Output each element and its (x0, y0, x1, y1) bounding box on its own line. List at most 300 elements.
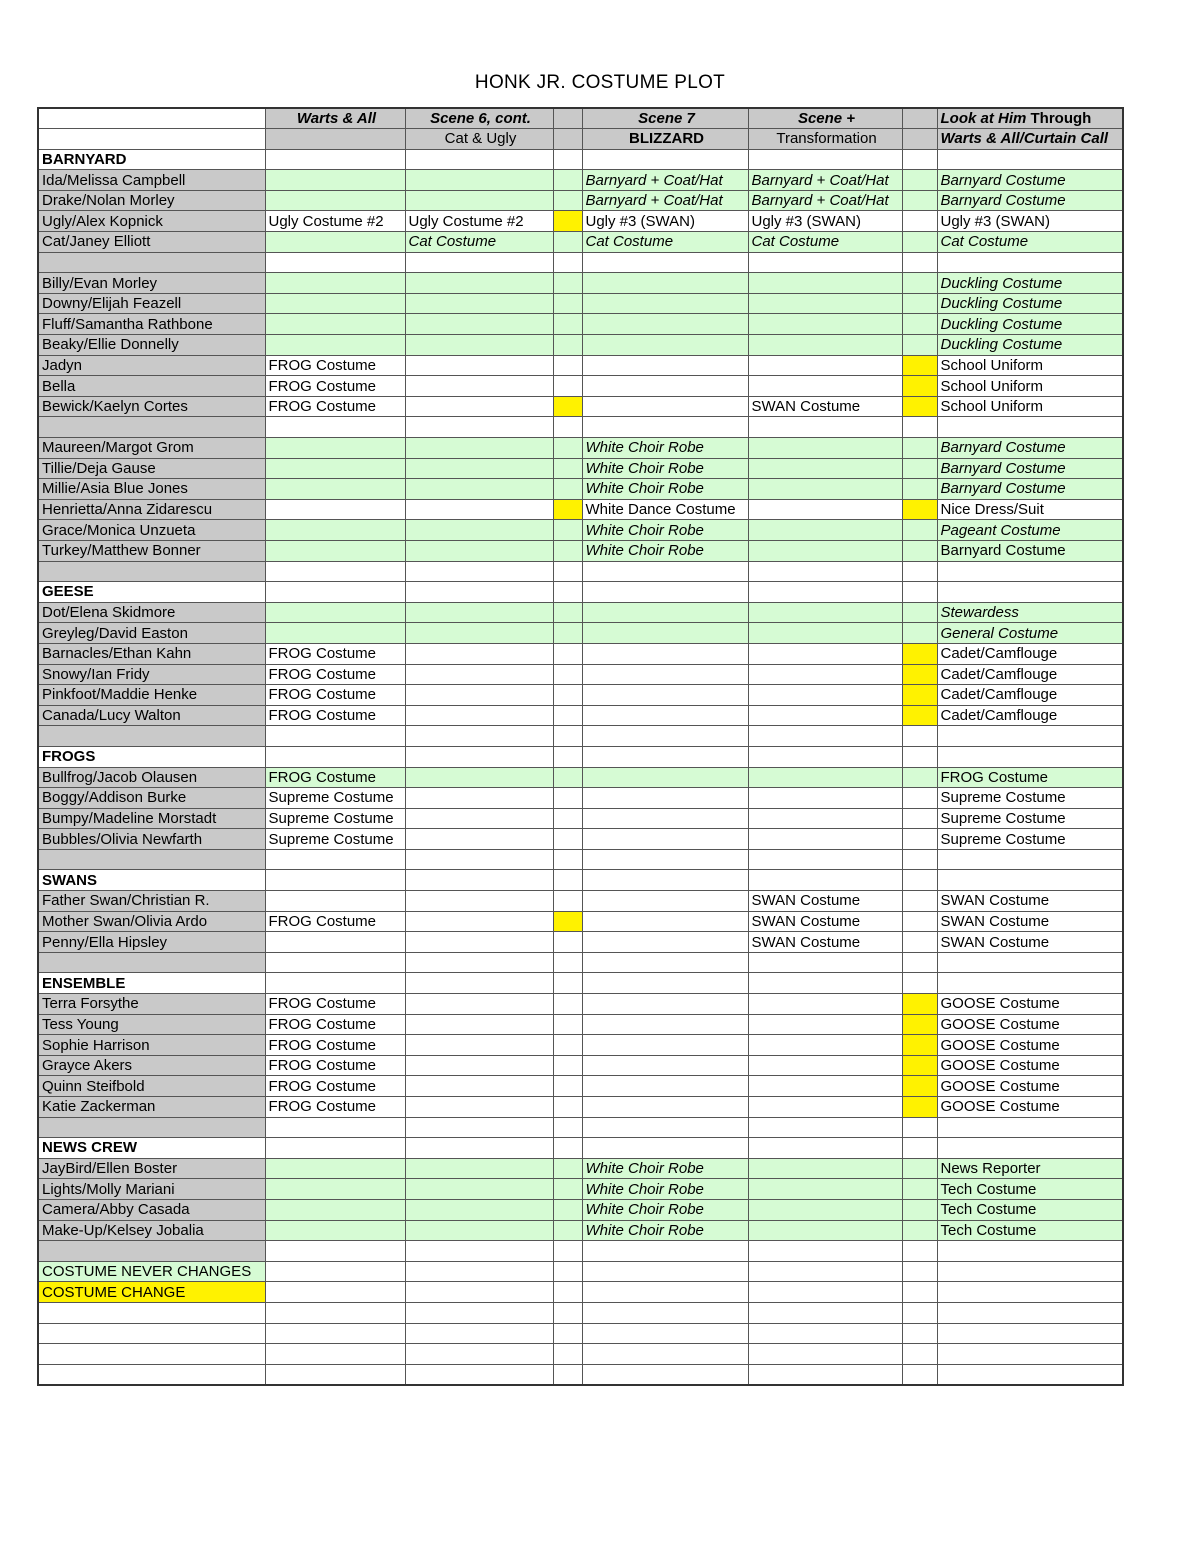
costume-cell (405, 190, 553, 211)
costume-cell (902, 1302, 937, 1323)
costume-cell (405, 767, 553, 788)
costume-cell (937, 1117, 1123, 1138)
costume-cell: Barnyard + Coat/Hat (582, 190, 748, 211)
costume-cell (265, 1323, 405, 1344)
costume-cell (902, 273, 937, 294)
costume-cell (748, 1282, 902, 1303)
costume-cell (748, 1076, 902, 1097)
cast-row (38, 1076, 1123, 1097)
costume-cell (405, 705, 553, 726)
costume-cell (582, 891, 748, 912)
costume-cell: Tech Costume (937, 1199, 1123, 1220)
costume-cell (902, 767, 937, 788)
costume-cell (265, 314, 405, 335)
costume-cell (902, 643, 937, 664)
row-label: Bubbles/Olivia Newfarth (38, 829, 265, 850)
costume-cell: White Choir Robe (582, 1158, 748, 1179)
costume-cell: Ugly Costume #2 (265, 211, 405, 232)
costume-cell (553, 1158, 582, 1179)
costume-cell (553, 396, 582, 417)
row-label: BARNYARD (38, 149, 265, 170)
costume-cell (582, 396, 748, 417)
costume-cell (553, 746, 582, 767)
costume-cell (553, 561, 582, 582)
costume-cell (902, 293, 937, 314)
costume-cell (902, 438, 937, 459)
costume-cell: Cadet/Camflouge (937, 643, 1123, 664)
costume-cell: White Choir Robe (582, 540, 748, 561)
costume-cell (553, 849, 582, 870)
costume-cell (902, 314, 937, 335)
costume-cell (748, 788, 902, 809)
costume-cell (405, 1282, 553, 1303)
costume-cell (748, 540, 902, 561)
costume-cell (553, 252, 582, 273)
costume-cell (748, 273, 902, 294)
row-label: FROGS (38, 746, 265, 767)
section-row (38, 149, 1123, 170)
costume-cell (582, 994, 748, 1015)
costume-cell (265, 1220, 405, 1241)
costume-cell: SWAN Costume (937, 891, 1123, 912)
costume-cell (265, 1302, 405, 1323)
costume-cell (553, 1117, 582, 1138)
costume-cell (405, 458, 553, 479)
costume-cell (582, 417, 748, 438)
blank-row (38, 1241, 1123, 1262)
costume-cell (902, 932, 937, 953)
costume-cell (937, 726, 1123, 747)
section-row (38, 973, 1123, 994)
cast-row (38, 376, 1123, 397)
costume-cell (265, 1138, 405, 1159)
row-label (38, 252, 265, 273)
costume-cell (265, 438, 405, 459)
costume-cell (553, 788, 582, 809)
costume-cell: GOOSE Costume (937, 1097, 1123, 1118)
costume-cell: Cat Costume (748, 232, 902, 253)
costume-cell: Supreme Costume (937, 829, 1123, 850)
costume-cell: GOOSE Costume (937, 994, 1123, 1015)
cast-row (38, 499, 1123, 520)
costume-cell (937, 849, 1123, 870)
row-label: Father Swan/Christian R. (38, 891, 265, 912)
costume-cell (405, 1076, 553, 1097)
header2-row (38, 129, 1123, 150)
costume-cell (582, 355, 748, 376)
costume-cell: Cat Costume (937, 232, 1123, 253)
cast-row (38, 293, 1123, 314)
costume-cell (582, 664, 748, 685)
costume-cell (582, 1117, 748, 1138)
costume-cell: SWAN Costume (937, 911, 1123, 932)
costume-cell: SWAN Costume (748, 932, 902, 953)
costume-cell (265, 891, 405, 912)
costume-cell (553, 891, 582, 912)
costume-cell (405, 664, 553, 685)
row-label (38, 952, 265, 973)
costume-cell: White Choir Robe (582, 458, 748, 479)
costume-cell (405, 438, 553, 459)
column-header (902, 108, 937, 129)
costume-cell (748, 726, 902, 747)
costume-cell (748, 1179, 902, 1200)
row-label: Katie Zackerman (38, 1097, 265, 1118)
cast-row (38, 314, 1123, 335)
costume-cell (748, 1117, 902, 1138)
costume-cell (265, 252, 405, 273)
costume-cell (405, 582, 553, 603)
section-row (38, 582, 1123, 603)
row-label: Bewick/Kaelyn Cortes (38, 396, 265, 417)
costume-cell (748, 1097, 902, 1118)
costume-cell (582, 911, 748, 932)
cast-row (38, 664, 1123, 685)
row-label (38, 1117, 265, 1138)
cast-row (38, 1220, 1123, 1241)
costume-cell (582, 1035, 748, 1056)
column-header: Scene + (748, 108, 902, 129)
costume-cell (902, 1014, 937, 1035)
legend-row (38, 1282, 1123, 1303)
row-label: Tess Young (38, 1014, 265, 1035)
row-label (38, 561, 265, 582)
costume-cell (553, 685, 582, 706)
costume-cell (582, 1302, 748, 1323)
section-row (38, 870, 1123, 891)
cast-row (38, 232, 1123, 253)
cast-row (38, 355, 1123, 376)
costume-cell (405, 1035, 553, 1056)
costume-cell (553, 664, 582, 685)
costume-cell (902, 211, 937, 232)
costume-cell (582, 273, 748, 294)
costume-cell: FROG Costume (265, 643, 405, 664)
costume-cell: Duckling Costume (937, 335, 1123, 356)
costume-cell (748, 1302, 902, 1323)
costume-cell (405, 685, 553, 706)
row-label: Sophie Harrison (38, 1035, 265, 1056)
costume-cell (265, 1179, 405, 1200)
costume-cell (553, 1323, 582, 1344)
costume-cell (265, 870, 405, 891)
row-label: Henrietta/Anna Zidarescu (38, 499, 265, 520)
cast-row (38, 190, 1123, 211)
cast-row (38, 705, 1123, 726)
row-label: GEESE (38, 582, 265, 603)
column-header: Look at Him Through (937, 108, 1123, 129)
costume-cell (553, 355, 582, 376)
costume-cell (902, 335, 937, 356)
column-header (265, 129, 405, 150)
costume-cell (902, 1344, 937, 1365)
costume-cell (902, 994, 937, 1015)
costume-cell (582, 293, 748, 314)
row-label: JayBird/Ellen Boster (38, 1158, 265, 1179)
cast-row (38, 396, 1123, 417)
costume-cell (553, 602, 582, 623)
costume-cell (553, 170, 582, 191)
costume-cell (405, 499, 553, 520)
costume-cell: Tech Costume (937, 1179, 1123, 1200)
costume-cell (902, 1138, 937, 1159)
row-label: Ugly/Alex Kopnick (38, 211, 265, 232)
costume-cell (582, 973, 748, 994)
blank-row (38, 1302, 1123, 1323)
costume-cell (582, 705, 748, 726)
column-header: Scene 7 (582, 108, 748, 129)
costume-cell (405, 1117, 553, 1138)
costume-cell (405, 1158, 553, 1179)
costume-cell (748, 252, 902, 273)
costume-cell (902, 1364, 937, 1385)
costume-cell (265, 582, 405, 603)
row-label: Lights/Molly Mariani (38, 1179, 265, 1200)
row-label: Mother Swan/Olivia Ardo (38, 911, 265, 932)
costume-cell (748, 582, 902, 603)
costume-cell (405, 1261, 553, 1282)
blank-row (38, 417, 1123, 438)
costume-cell (902, 170, 937, 191)
costume-cell (553, 1014, 582, 1035)
costume-cell (902, 499, 937, 520)
costume-cell (405, 170, 553, 191)
costume-cell (405, 1055, 553, 1076)
costume-cell (582, 1282, 748, 1303)
costume-cell (902, 788, 937, 809)
costume-cell (748, 1014, 902, 1035)
costume-cell: FROG Costume (265, 355, 405, 376)
cast-row (38, 1199, 1123, 1220)
costume-cell (405, 726, 553, 747)
cast-row (38, 932, 1123, 953)
costume-cell: FROG Costume (265, 685, 405, 706)
row-label: Ida/Melissa Campbell (38, 170, 265, 191)
costume-cell (405, 952, 553, 973)
header1-row (38, 108, 1123, 129)
cast-row (38, 1014, 1123, 1035)
costume-cell (405, 1199, 553, 1220)
column-header (38, 108, 265, 129)
costume-cell: FROG Costume (265, 911, 405, 932)
costume-cell (553, 643, 582, 664)
costume-cell (405, 1220, 553, 1241)
costume-cell: FROG Costume (265, 1097, 405, 1118)
column-header (553, 108, 582, 129)
costume-cell (748, 1220, 902, 1241)
blank-row (38, 1344, 1123, 1365)
page-title: HONK JR. COSTUME PLOT (474, 72, 726, 93)
costume-cell (265, 499, 405, 520)
costume-cell (582, 376, 748, 397)
costume-cell (265, 602, 405, 623)
costume-cell (553, 1344, 582, 1365)
costume-cell: FROG Costume (937, 767, 1123, 788)
costume-cell (582, 252, 748, 273)
costume-cell (748, 952, 902, 973)
costume-cell (902, 561, 937, 582)
costume-cell (405, 561, 553, 582)
cast-row (38, 829, 1123, 850)
row-label: Drake/Nolan Morley (38, 190, 265, 211)
costume-cell (405, 994, 553, 1015)
costume-cell (748, 1364, 902, 1385)
cast-row (38, 891, 1123, 912)
costume-cell (748, 685, 902, 706)
costume-cell (902, 808, 937, 829)
column-header (902, 129, 937, 150)
costume-cell: Barnyard Costume (937, 540, 1123, 561)
row-label: Bumpy/Madeline Morstadt (38, 808, 265, 829)
costume-cell (405, 746, 553, 767)
costume-cell (902, 952, 937, 973)
costume-cell (405, 335, 553, 356)
costume-cell (937, 1364, 1123, 1385)
costume-cell: GOOSE Costume (937, 1014, 1123, 1035)
costume-cell (553, 520, 582, 541)
costume-cell (748, 746, 902, 767)
costume-cell (553, 1199, 582, 1220)
costume-cell (405, 808, 553, 829)
costume-cell: GOOSE Costume (937, 1035, 1123, 1056)
costume-cell (405, 1364, 553, 1385)
costume-cell (553, 1076, 582, 1097)
costume-cell (265, 746, 405, 767)
cast-row (38, 808, 1123, 829)
row-label: Quinn Steifbold (38, 1076, 265, 1097)
blank-row (38, 561, 1123, 582)
costume-cell (748, 499, 902, 520)
costume-cell (553, 417, 582, 438)
costume-cell (265, 973, 405, 994)
costume-cell (553, 932, 582, 953)
costume-cell (582, 788, 748, 809)
row-label: Millie/Asia Blue Jones (38, 479, 265, 500)
costume-cell (553, 1097, 582, 1118)
row-label: Camera/Abby Casada (38, 1199, 265, 1220)
costume-cell (553, 314, 582, 335)
costume-cell (582, 1014, 748, 1035)
costume-cell (937, 870, 1123, 891)
costume-cell (265, 1364, 405, 1385)
costume-cell (902, 1117, 937, 1138)
column-header: Scene 6, cont. (405, 108, 553, 129)
costume-cell: White Choir Robe (582, 479, 748, 500)
costume-cell (902, 479, 937, 500)
row-label: Jadyn (38, 355, 265, 376)
costume-cell (582, 726, 748, 747)
costume-cell (902, 685, 937, 706)
blank-row (38, 952, 1123, 973)
costume-cell (553, 1179, 582, 1200)
row-label (38, 1323, 265, 1344)
costume-cell: Duckling Costume (937, 293, 1123, 314)
row-label: NEWS CREW (38, 1138, 265, 1159)
cast-row (38, 1097, 1123, 1118)
costume-cell (553, 1364, 582, 1385)
cast-row (38, 623, 1123, 644)
costume-cell (553, 540, 582, 561)
row-label (38, 417, 265, 438)
cast-row (38, 767, 1123, 788)
costume-cell (902, 252, 937, 273)
cast-row (38, 458, 1123, 479)
costume-cell (748, 1199, 902, 1220)
costume-cell (582, 582, 748, 603)
costume-cell (748, 705, 902, 726)
costume-cell (553, 1282, 582, 1303)
costume-cell (265, 170, 405, 191)
row-label: Grace/Monica Unzueta (38, 520, 265, 541)
costume-cell: FROG Costume (265, 1055, 405, 1076)
costume-cell (582, 1364, 748, 1385)
costume-cell: Tech Costume (937, 1220, 1123, 1241)
costume-cell (265, 458, 405, 479)
costume-cell: White Choir Robe (582, 1179, 748, 1200)
row-label: COSTUME CHANGE (38, 1282, 265, 1303)
row-label: Canada/Lucy Walton (38, 705, 265, 726)
column-header: Warts & All (265, 108, 405, 129)
cast-row (38, 540, 1123, 561)
costume-cell (582, 829, 748, 850)
costume-cell (405, 870, 553, 891)
costume-cell (553, 335, 582, 356)
blank-row (38, 252, 1123, 273)
costume-cell: Supreme Costume (265, 829, 405, 850)
costume-cell (937, 973, 1123, 994)
costume-cell (553, 1302, 582, 1323)
costume-cell: Ugly #3 (SWAN) (937, 211, 1123, 232)
costume-cell (748, 561, 902, 582)
costume-cell (902, 623, 937, 644)
costume-cell: White Dance Costume (582, 499, 748, 520)
costume-cell (748, 623, 902, 644)
row-label (38, 849, 265, 870)
costume-cell (553, 293, 582, 314)
costume-cell (265, 540, 405, 561)
costume-cell: White Choir Robe (582, 520, 748, 541)
costume-cell (748, 808, 902, 829)
costume-cell (265, 232, 405, 253)
costume-cell (265, 1282, 405, 1303)
costume-cell: Ugly Costume #2 (405, 211, 553, 232)
costume-cell (405, 1138, 553, 1159)
costume-cell: SWAN Costume (748, 396, 902, 417)
costume-cell (902, 911, 937, 932)
costume-cell (937, 1344, 1123, 1365)
costume-cell (902, 417, 937, 438)
costume-cell: GOOSE Costume (937, 1055, 1123, 1076)
costume-cell (265, 149, 405, 170)
costume-cell (405, 1014, 553, 1035)
costume-cell: Barnyard Costume (937, 438, 1123, 459)
costume-cell (748, 520, 902, 541)
row-label: Bella (38, 376, 265, 397)
blank-row (38, 849, 1123, 870)
cast-row (38, 911, 1123, 932)
costume-cell (265, 849, 405, 870)
costume-cell: School Uniform (937, 355, 1123, 376)
costume-cell: SWAN Costume (748, 891, 902, 912)
costume-cell (582, 808, 748, 829)
costume-cell (937, 252, 1123, 273)
costume-cell (902, 746, 937, 767)
costume-cell (582, 932, 748, 953)
costume-cell (405, 602, 553, 623)
blank-row (38, 1117, 1123, 1138)
costume-cell (405, 643, 553, 664)
costume-cell (582, 870, 748, 891)
